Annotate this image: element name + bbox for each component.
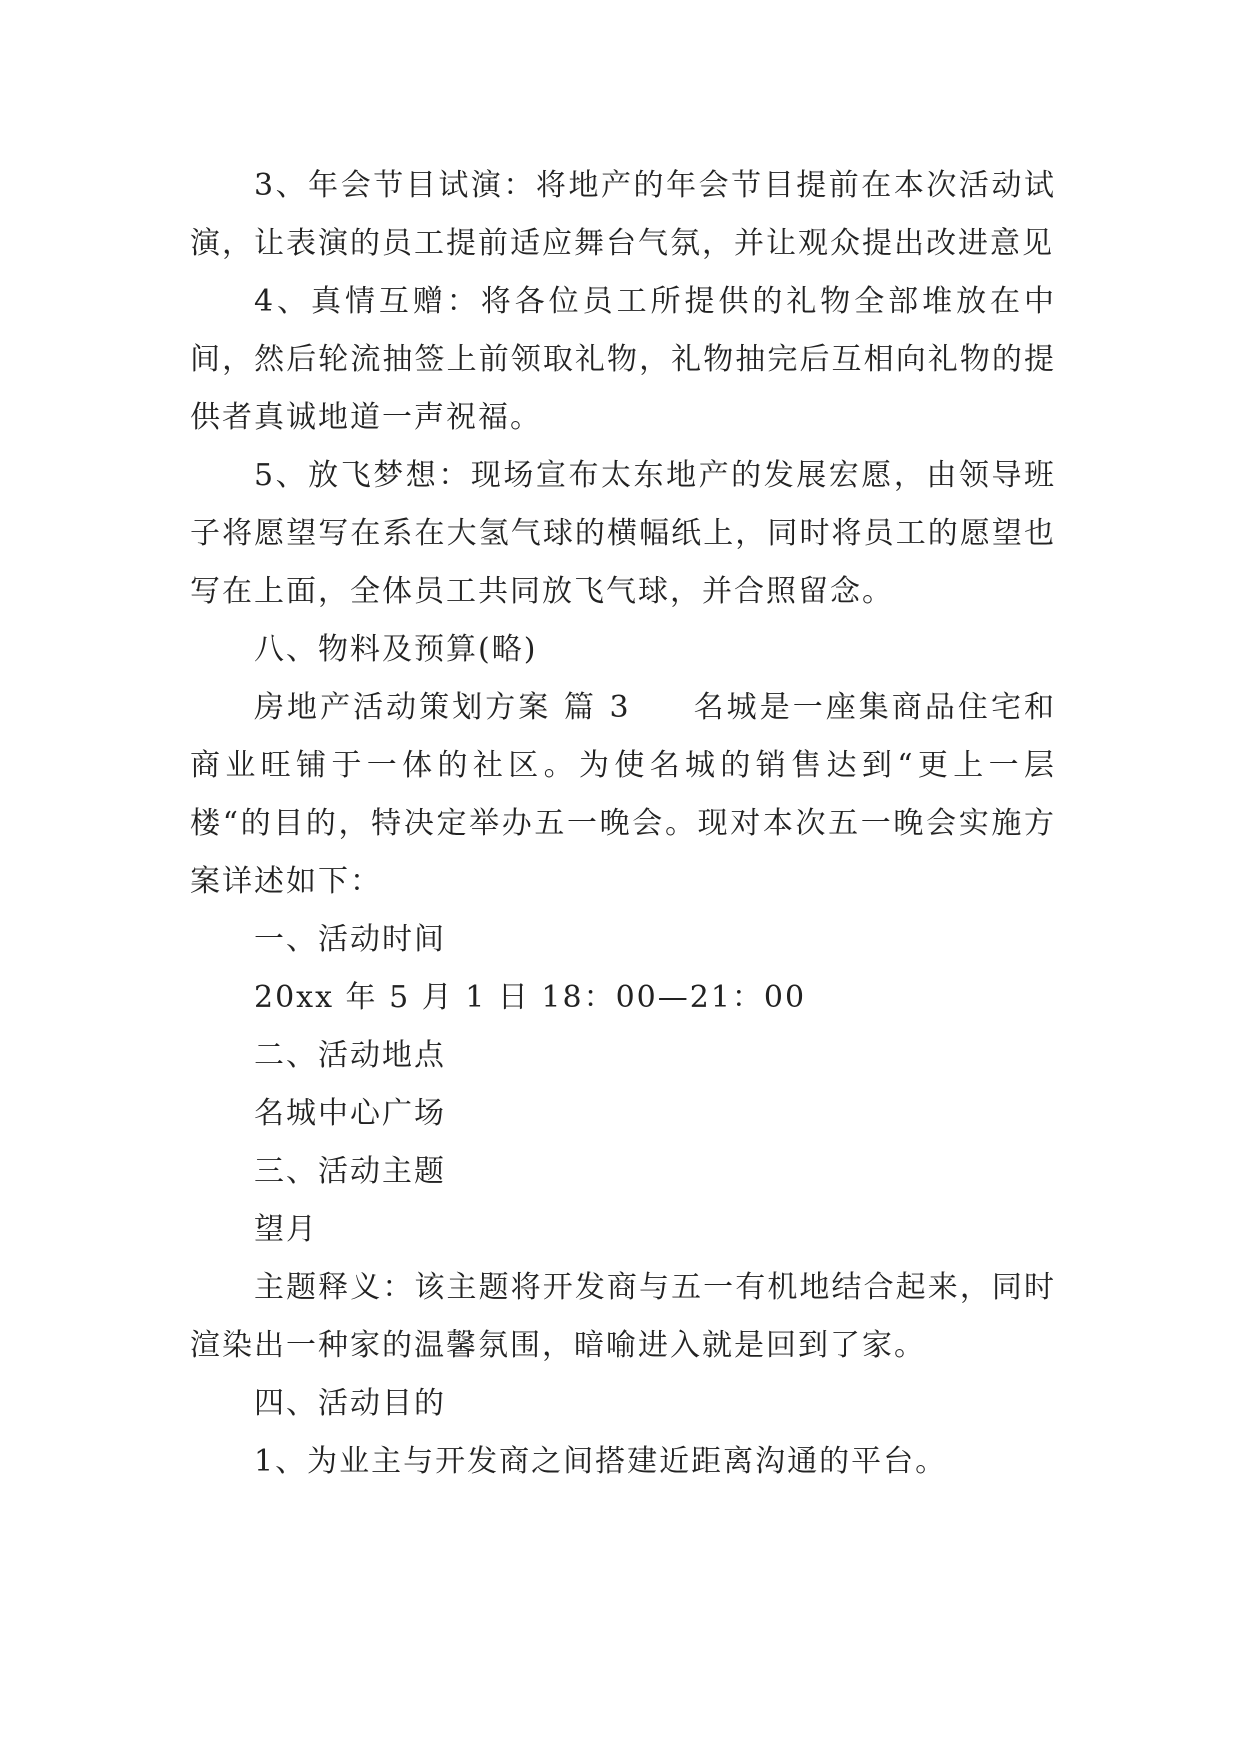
paragraph-program-rehearsal: 3、年会节目试演：将地产的年会节目提前在本次活动试演，让表演的员工提前适应舞台气氛，并让观众提出改进意见 xyxy=(190,168,1056,261)
activity-location-value: 名城中心广场 xyxy=(254,1096,446,1131)
section-intro: 名城是一座集商品住宅和商业旺铺于一体的社区。为使名城的销售达到“更上一层楼“的目的，特决定举办五一晚会。现对本次五一晚会实施方案详述如下： xyxy=(190,690,1056,899)
activity-theme-value: 望月 xyxy=(254,1212,318,1247)
paragraph-materials-budget: 八、物料及预算(略) xyxy=(254,632,538,667)
paragraph-gift-exchange: 4、真情互赠：将各位员工所提供的礼物全部堆放在中间，然后轮流抽签上前领取礼物，礼物抽完后互相向礼物的提供者真诚地道一声祝福。 xyxy=(190,284,1056,435)
section-3-paragraph xyxy=(190,679,1056,911)
heading-activity-purpose: 四、活动目的 xyxy=(254,1386,446,1421)
heading-activity-time: 一、活动时间 xyxy=(254,922,446,957)
theme-explanation: 主题释义：该主题将开发商与五一有机地结合起来，同时渲染出一种家的温馨氛围，暗喻进入就是回到了家。 xyxy=(190,1270,1056,1363)
document-body xyxy=(190,157,1056,1491)
heading-activity-location: 二、活动地点 xyxy=(254,1038,446,1073)
purpose-item-1: 1、为业主与开发商之间搭建近距离沟通的平台。 xyxy=(254,1444,948,1479)
section-heading: 房地产活动策划方案 篇 3 xyxy=(254,690,631,725)
paragraph-release-dreams: 5、放飞梦想：现场宣布太东地产的发展宏愿，由领导班子将愿望写在系在大氢气球的横幅纸上，同时将员工的愿望也写在上面，全体员工共同放飞气球，并合照留念。 xyxy=(190,458,1056,609)
activity-time-value: 20xx 年 5 月 1 日 18：00—21：00 xyxy=(254,980,807,1015)
heading-activity-theme: 三、活动主题 xyxy=(254,1154,446,1189)
